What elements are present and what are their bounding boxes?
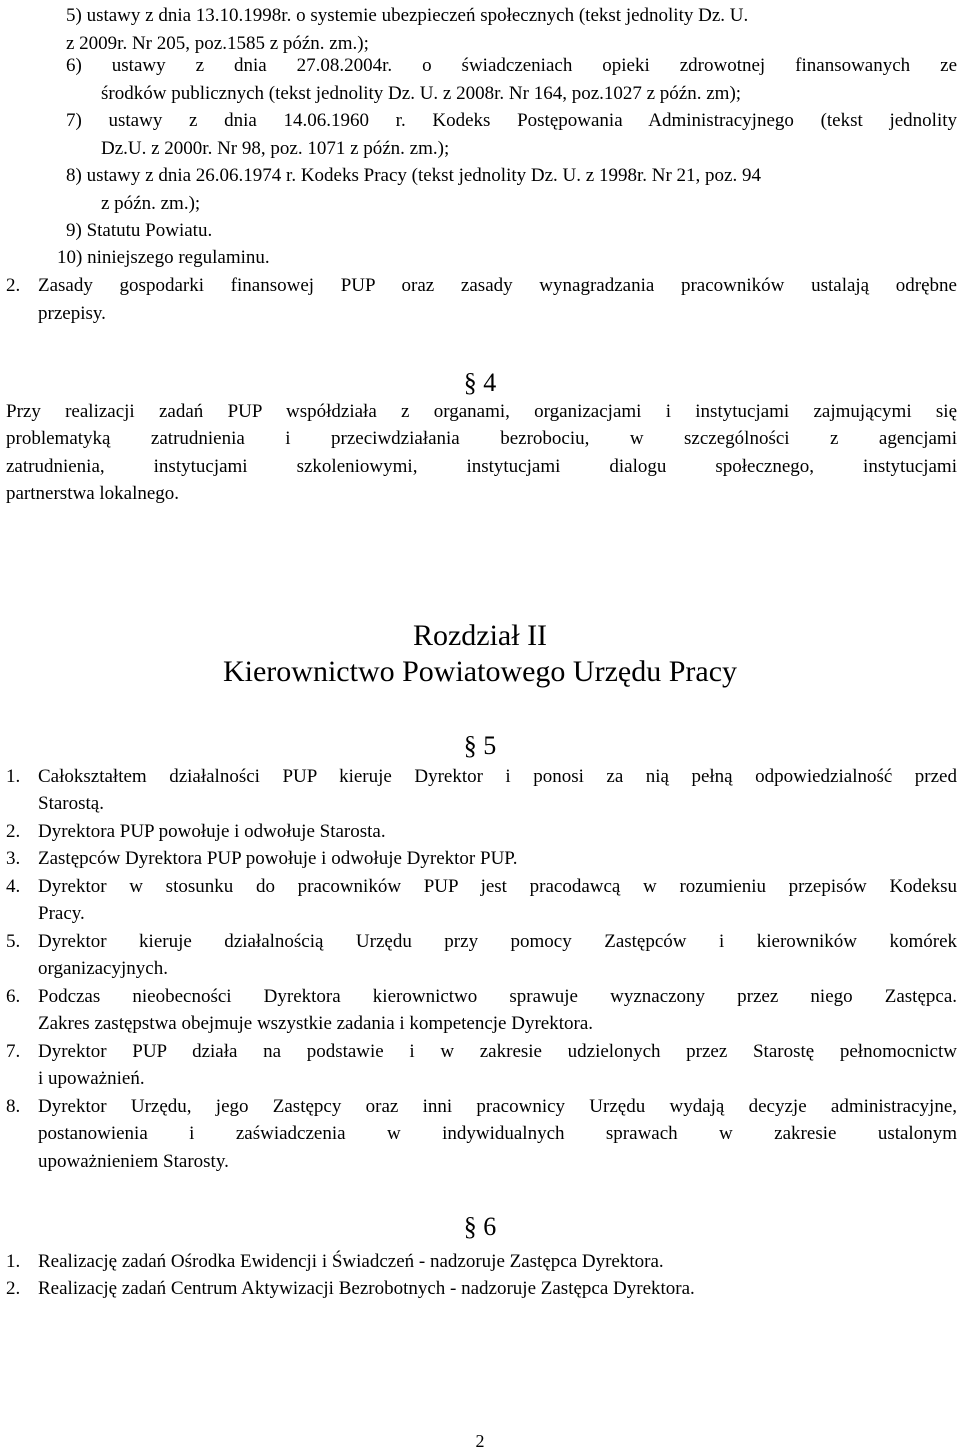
s5-item-8-line-3: upoważnieniem Starosty. xyxy=(38,1151,229,1172)
section-4-line-2: problematyką zatrudnienia i przeciwdziałania bezrobociu, w szczególności z agencjami xyxy=(6,428,957,449)
s5-item-3-number: 3. xyxy=(6,848,21,869)
s5-item-1-line-2: Starostą. xyxy=(38,793,104,814)
s5-item-8-line-2: postanowienia i zaświadczenia w indywidualnych sprawach w zakresie ustalonym xyxy=(38,1123,957,1144)
s5-item-4-number: 4. xyxy=(6,876,21,897)
section-4-heading: § 4 xyxy=(463,368,497,397)
s6-item-2-line-1: Realizację zadań Centrum Aktywizacji Bezrobotnych - nadzoruje Zastępca Dyrektora. xyxy=(38,1278,695,1299)
point-2-number: 2. xyxy=(6,275,21,296)
list-item-6-line-1: 6) ustawy z dnia 27.08.2004r. o świadczeniach opieki zdrowotnej finansowanych ze xyxy=(66,55,957,76)
list-item-9: 9) Statutu Powiatu. xyxy=(66,220,213,241)
list-item-7-line-1: 7) ustawy z dnia 14.06.1960 r. Kodeks Postępowania Administracyjnego (tekst jednolity xyxy=(66,110,957,131)
s5-item-7-number: 7. xyxy=(6,1041,21,1062)
s5-item-2-number: 2. xyxy=(6,821,21,842)
s5-item-5-line-1: Dyrektor kieruje działalnością Urzędu przy pomocy Zastępców i kierowników komórek xyxy=(38,931,957,952)
s6-item-1-number: 1. xyxy=(6,1251,21,1272)
list-item-10: 10) niniejszego regulaminu. xyxy=(57,247,270,268)
list-item-5-line-2: z 2009r. Nr 205, poz.1585 z późn. zm.); xyxy=(66,33,369,54)
section-4-line-1: Przy realizacji zadań PUP współdziała z organami, organizacjami i instytucjami zajmującymi się xyxy=(6,401,957,422)
s5-item-1-number: 1. xyxy=(6,766,21,787)
s5-item-4-line-1: Dyrektor w stosunku do pracowników PUP jest pracodawcą w rozumieniu przepisów Kodeksu xyxy=(38,876,957,897)
s6-item-1-line-1: Realizację zadań Ośrodka Ewidencji i Świadczeń - nadzoruje Zastępca Dyrektora. xyxy=(38,1251,664,1272)
s5-item-5-number: 5. xyxy=(6,931,21,952)
s5-item-6-line-1: Podczas nieobecności Dyrektora kierownictwo sprawuje wyznaczony przez niego Zastępca. xyxy=(38,986,957,1007)
s5-item-7-line-1: Dyrektor PUP działa na podstawie i w zakresie udzielonych przez Starostę pełnomocnictw xyxy=(38,1041,957,1062)
list-item-5-line-1: 5) ustawy z dnia 13.10.1998r. o systemie ubezpieczeń społecznych (tekst jednolity Dz. U. xyxy=(66,5,749,26)
list-item-7-line-2: Dz.U. z 2000r. Nr 98, poz. 1071 z późn. zm.); xyxy=(101,138,450,159)
section-4-line-4: partnerstwa lokalnego. xyxy=(6,483,180,504)
s5-item-5-line-2: organizacyjnych. xyxy=(38,958,168,979)
section-6-heading: § 6 xyxy=(463,1212,497,1241)
s5-item-8-number: 8. xyxy=(6,1096,21,1117)
s5-item-2-line-1: Dyrektora PUP powołuje i odwołuje Starosta. xyxy=(38,821,386,842)
section-5-heading: § 5 xyxy=(463,731,497,760)
page-number: 2 xyxy=(475,1431,485,1451)
s5-item-8-line-1: Dyrektor Urzędu, jego Zastępcy oraz inni pracownicy Urzędu wydają decyzje administracyjne, xyxy=(38,1096,957,1117)
chapter-subtitle: Kierownictwo Powiatowego Urzędu Pracy xyxy=(222,655,738,688)
s5-item-3-line-1: Zastępców Dyrektora PUP powołuje i odwołuje Dyrektor PUP. xyxy=(38,848,518,869)
s5-item-1-line-1: Całokształtem działalności PUP kieruje Dyrektor i ponosi za nią pełną odpowiedzialność przed xyxy=(38,766,957,787)
list-item-8-line-1: 8) ustawy z dnia 26.06.1974 r. Kodeks Pracy (tekst jednolity Dz. U. z 1998r. Nr 21, poz. 94 xyxy=(66,165,761,186)
chapter-title: Rozdział II xyxy=(412,619,548,652)
list-item-6-line-2: środków publicznych (tekst jednolity Dz. U. z 2008r. Nr 164, poz.1027 z późn. zm); xyxy=(101,83,742,104)
list-item-8-line-2: z późn. zm.); xyxy=(101,193,201,214)
s5-item-6-number: 6. xyxy=(6,986,21,1007)
section-4-line-3: zatrudnienia, instytucjami szkoleniowymi, instytucjami dialogu społecznego, instytucjami xyxy=(6,456,957,477)
point-2-line-2: przepisy. xyxy=(38,303,106,324)
s5-item-4-line-2: Pracy. xyxy=(38,903,85,924)
s5-item-6-line-2: Zakres zastępstwa obejmuje wszystkie zadania i kompetencje Dyrektora. xyxy=(38,1013,594,1034)
s6-item-2-number: 2. xyxy=(6,1278,21,1299)
s5-item-7-line-2: i upoważnień. xyxy=(38,1068,145,1089)
point-2-line-1: Zasady gospodarki finansowej PUP oraz zasady wynagradzania pracowników ustalają odrębne xyxy=(38,275,957,296)
